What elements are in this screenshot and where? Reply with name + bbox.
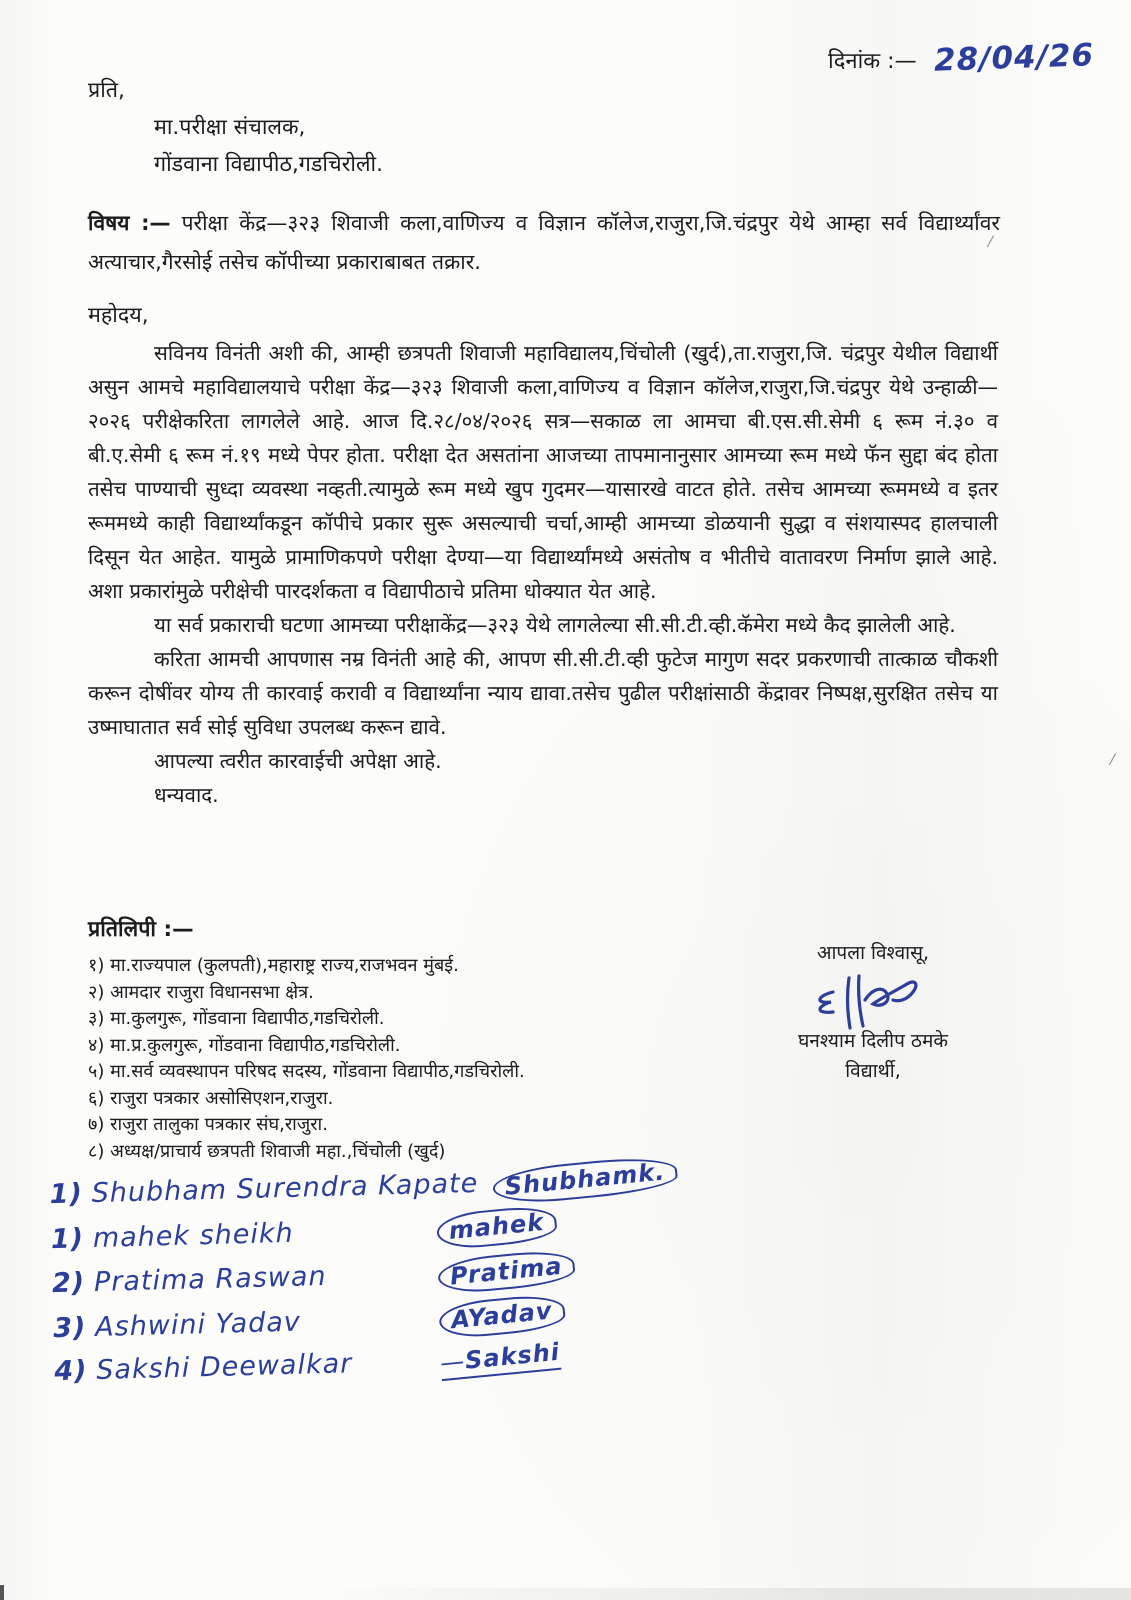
- scan-edge-mark: [0, 1585, 4, 1600]
- copies-heading: प्रतिलिपी :—: [88, 917, 194, 942]
- subject-block: [88, 204, 1000, 282]
- signatory-row: [49, 1157, 670, 1212]
- signatory-handwritten-name: mahek sheikh: [92, 1217, 295, 1254]
- body-paragraph: या सर्व प्रकाराची घटणा आमच्या परीक्षाकेंद्र—३२३ येथे लागलेल्या सी.सी.टी.व्ही.कॅमेरा मध्ये कैद झालेली आहे.: [154, 613, 956, 637]
- recipient-block: [88, 72, 383, 183]
- copies-item: ७) राजुरा तालुका पत्रकार संघ,राजुरा.: [88, 1114, 328, 1135]
- signatory-index: 3): [52, 1311, 87, 1344]
- signatory-handwritten-name: Shubham Surendra Kapate: [91, 1167, 479, 1209]
- signatory-row: [52, 1250, 673, 1301]
- signatory-row: [54, 1339, 675, 1387]
- copies-item: ३) मा.कुलगुरू, गोंडवाना विद्यापीठ,गडचिरोली.: [88, 1008, 385, 1029]
- signatory-index: 1): [50, 1222, 85, 1255]
- body-paragraph: सविनय विनंती अशी की, आम्ही छत्रपती शिवाजी महाविद्यालय,चिंचोली (खुर्द),ता.राजुरा,जि. चंद्रपुर येथील विद्यार्थी असुन आमचे महाविद्यालयाचे परीक्षा केंद्र—३२३ शिवाजी कला,वाणिज्य व विज्ञान कॉलेज,राजुरा,जि.चंद्रपुर येथे उन्हाळी—२०२६ परीक्षेकरिता लागलेले आहे. आज दि.२८/०४/२०२६ सत्र—सकाळ ला आमचा बी.एस.सी.सेमी ६ रूम नं.३० व बी.ए.सेमी ६ रूम नं.१९ मध्ये पेपर होता. परीक्षा देत असतांना आजच्या तापमानानुसार आमच्या रूम मध्ये फॅन सुद्दा बंद होता तसेच पाण्याची सुध्दा व्यवस्था नव्हती.त्यामुळे रूम मध्ये खुप गुदमर—यासारखे वाटत होते. तसेच आमच्या रूममध्ये व इतर रूममध्ये काही विद्यार्थ्यांकडून कॉपीचे प्रकार सुरू असल्याची चर्चा,आम्ही आमच्या डोळयानी सुद्धा व संशयास्पद हालचाली दिसून येत आहेत. यामुळे प्रामाणिकपणे परीक्षा देण्या—या विद्यार्थ्यांमध्ये असंतोष व भीतीचे वातावरण निर्माण झाले आहे. अशा प्रकारांमुळे परीक्षेची पारदर्शकता व विद्यापीठाचे प्रतिमा धोक्यात येत आहे.: [88, 341, 998, 603]
- signatory-index: 2): [51, 1267, 86, 1300]
- signatory-name: घनश्याम दिलीप ठमके: [798, 1030, 948, 1052]
- signatory-signature: —Sakshi: [439, 1338, 562, 1381]
- handwritten-signatories: [49, 1157, 675, 1396]
- date-line: [828, 37, 1095, 79]
- copies-item: १) मा.राज्यपाल (कुलपती),महाराष्ट्र राज्य,राजभवन मुंबई.: [88, 955, 459, 976]
- signature-scribble-icon: [803, 970, 943, 1032]
- signatory-signature: mahek: [435, 1204, 557, 1251]
- signatory-designation: विद्यार्थी,: [845, 1060, 901, 1082]
- copies-item: ५) मा.सर्व व्यवस्थापन परिषद सदस्य, गोंडवाना विद्यापीठ,गडचिरोली.: [88, 1061, 525, 1082]
- body-paragraph: करिता आमची आपणास नम्र विनंती आहे की, आपण सी.सी.टी.व्ही फुटेज मागुण सदर प्रकरणाची तात्काळ चौकशी करून दोषींवर योग्य ती कारवाई करावी व विद्यार्थ्यांना न्याय द्यावा.तसेच पुढील परीक्षांसाठी केंद्रावर निष्पक्ष,सुरक्षित तसेच या उष्माघातात सर्व सोई सुविधा उपलब्ध करून द्यावे.: [88, 647, 998, 739]
- recipient-salutation: प्रति,: [88, 78, 125, 103]
- letter-body: [88, 336, 998, 812]
- subject-label: विषय :—: [88, 211, 171, 235]
- recipient-line: मा.परीक्षा संचालक,: [154, 115, 306, 140]
- handwritten-date: 28/04/26: [933, 37, 1095, 79]
- body-salutation: महोदय,: [88, 303, 149, 328]
- copies-item: ८) अध्यक्ष/प्राचार्य छत्रपती शिवाजी महा.,चिंचोली (खुर्द): [88, 1140, 446, 1162]
- copies-item: ६) राजुरा पत्रकार असोसिएशन,राजुरा.: [88, 1087, 334, 1109]
- subject-text: परीक्षा केंद्र—३२३ शिवाजी कला,वाणिज्य व विज्ञान कॉलेज,राजुरा,जि.चंद्रपुर येथे आम्हा सर्व विद्यार्थ्यांवर अत्याचार,गैरसोई तसेच कॉपीच्या प्रकाराबाबत तक्रार.: [88, 211, 1000, 274]
- signatory-signature: AYadav: [438, 1292, 566, 1340]
- copies-list: [88, 953, 728, 1165]
- recipient-line: गोंडवाना विद्यापीठ,गडचिरोली.: [154, 152, 383, 177]
- signatory-handwritten-name: Pratima Raswan: [93, 1260, 327, 1299]
- signatory-index: 1): [49, 1177, 84, 1210]
- copies-block: [88, 914, 728, 1165]
- signatory-signature: Pratima: [437, 1248, 577, 1296]
- signature-block: [718, 938, 1028, 1086]
- date-label: दिनांक :—: [828, 49, 917, 74]
- scan-shadow-band: [300, 1588, 1131, 1600]
- closing-phrase: आपला विश्वासू,: [817, 942, 929, 964]
- copies-item: ४) मा.प्र.कुलगुरू, गोंडवाना विद्यापीठ,गडचिरोली.: [88, 1034, 401, 1056]
- body-paragraph: आपल्या त्वरीत कारवाईची अपेक्षा आहे.: [154, 749, 442, 773]
- scan-artifact: /: [1108, 749, 1117, 769]
- signatory-index: 4): [53, 1354, 88, 1387]
- body-paragraph: धन्यवाद.: [154, 783, 219, 807]
- copies-item: २) आमदार राजुरा विधानसभा क्षेत्र.: [88, 981, 314, 1003]
- signatory-handwritten-name: Ashwini Yadav: [94, 1306, 302, 1343]
- signatory-handwritten-name: Sakshi Deewalkar: [95, 1347, 353, 1386]
- signatory-row: [53, 1294, 674, 1346]
- signatory-signature: Shubhamk.: [491, 1153, 679, 1207]
- scan-artifact: /: [986, 231, 995, 251]
- signatory-row: [50, 1205, 671, 1257]
